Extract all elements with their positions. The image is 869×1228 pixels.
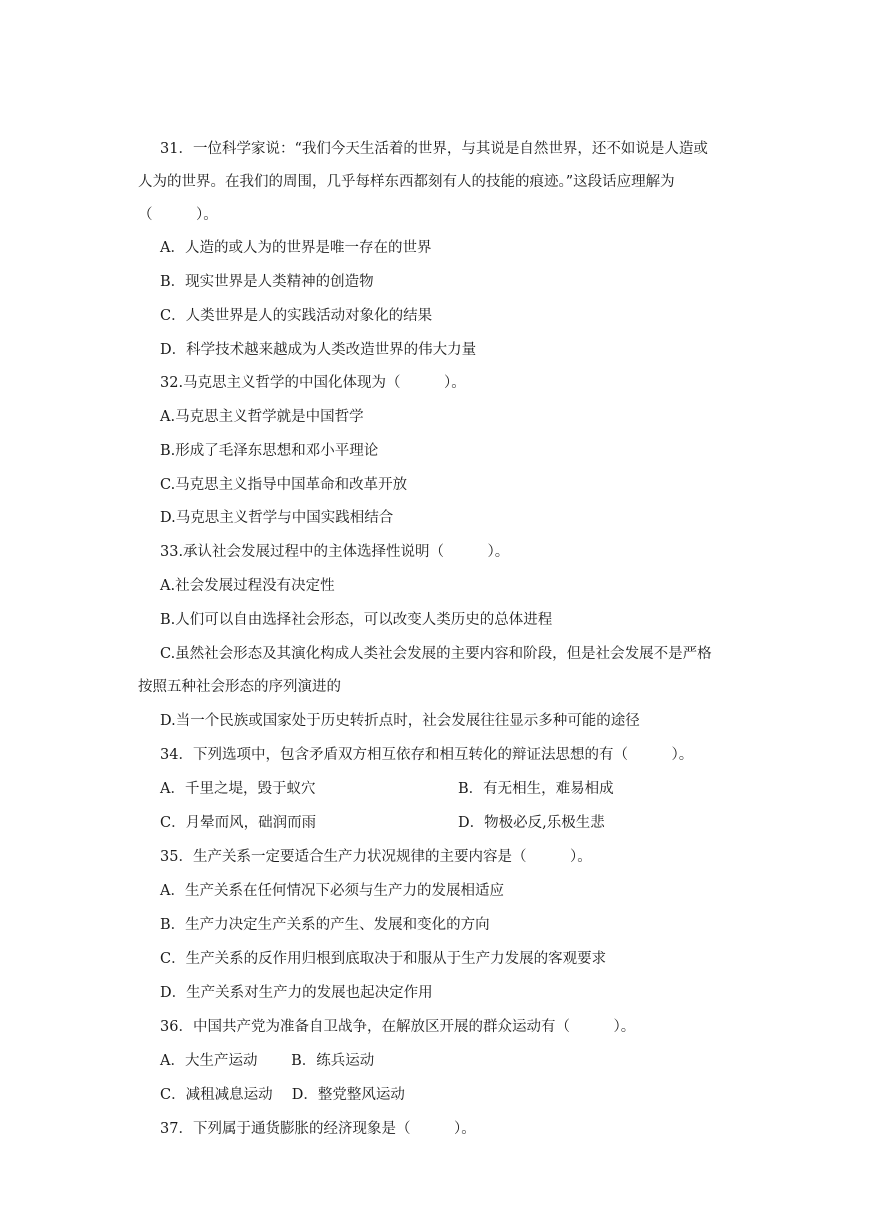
question-31-choice-d: D．科学技术越来越成为人类改造世界的伟大力量 (160, 342, 477, 358)
question-35-choice-d: D．生产关系对生产力的发展也起决定作用 (160, 985, 433, 1001)
question-31-choice-a: A．人造的或人为的世界是唯一存在的世界 (160, 240, 432, 256)
question-33-choice-c: C.虽然社会形态及其演化构成人类社会发展的主要内容和阶段，但是社会发展不是严格 (160, 646, 712, 662)
question-32-choice-d: D.马克思主义哲学与中国实践相结合 (160, 510, 394, 526)
question-32-choice-b: B.形成了毛泽东思想和邓小平理论 (160, 443, 379, 459)
question-35-stem: 35．生产关系一定要适合生产力状况规律的主要内容是（ ）。 (160, 849, 592, 865)
question-31-choice-c: C．人类世界是人的实践活动对象化的结果 (160, 308, 433, 324)
question-36-choices-cd: C．减租减息运动 D．整党整风运动 (160, 1087, 405, 1103)
question-33-choice-c-cont: 按照五种社会形态的序列演进的 (138, 679, 341, 695)
question-34-choice-b: B．有无相生，难易相成 (458, 781, 614, 797)
question-33-stem: 33.承认社会发展过程中的主体选择性说明（ ）。 (160, 544, 510, 560)
question-32-choice-c: C.马克思主义指导中国革命和改革开放 (160, 477, 408, 493)
question-33-choice-b: B.人们可以自由选择社会形态，可以改变人类历史的总体进程 (160, 612, 553, 628)
question-33-choice-d: D.当一个民族或国家处于历史转折点时，社会发展往往显示多种可能的途径 (160, 713, 640, 729)
question-31-stem-line-2: 人为的世界。在我们的周围，几乎每样东西都刻有人的技能的痕迹。”这段话应理解为 (138, 174, 675, 190)
question-33-choice-a: A.社会发展过程没有决定性 (160, 578, 335, 594)
question-36-stem: 36．中国共产党为准备自卫战争，在解放区开展的群众运动有（ ）。 (160, 1019, 636, 1035)
question-34-choice-d: D．物极必反,乐极生悲 (458, 815, 605, 831)
question-34-choice-c: C．月晕而风，础润而雨 (160, 815, 317, 831)
question-35-choice-c: C．生产关系的反作用归根到底取决于和服从于生产力发展的客观要求 (160, 951, 607, 967)
question-31-stem-line-3: （ ）。 (138, 207, 218, 223)
question-32-stem: 32.马克思主义哲学的中国化体现为（ ）。 (160, 375, 466, 391)
question-34-choice-a: A．千里之堤，毁于蚁穴 (160, 781, 316, 797)
question-37-stem: 37．下列属于通货膨胀的经济现象是（ ）。 (160, 1121, 476, 1137)
question-32-choice-a: A.马克思主义哲学就是中国哲学 (160, 409, 364, 425)
question-35-choice-a: A．生产关系在任何情况下必须与生产力的发展相适应 (160, 883, 504, 899)
question-31-choice-b: B．现实世界是人类精神的创造物 (160, 274, 374, 290)
question-31-stem-line-1: 31．一位科学家说：“我们今天生活着的世界，与其说是自然世界，还不如说是人造或 (160, 141, 708, 157)
question-35-choice-b: B．生产力决定生产关系的产生、发展和变化的方向 (160, 917, 490, 933)
question-36-choices-ab: A．大生产运动 B．练兵运动 (160, 1053, 375, 1069)
question-34-stem: 34．下列选项中，包含矛盾双方相互依存和相互转化的辩证法思想的有（ ）。 (160, 747, 694, 763)
